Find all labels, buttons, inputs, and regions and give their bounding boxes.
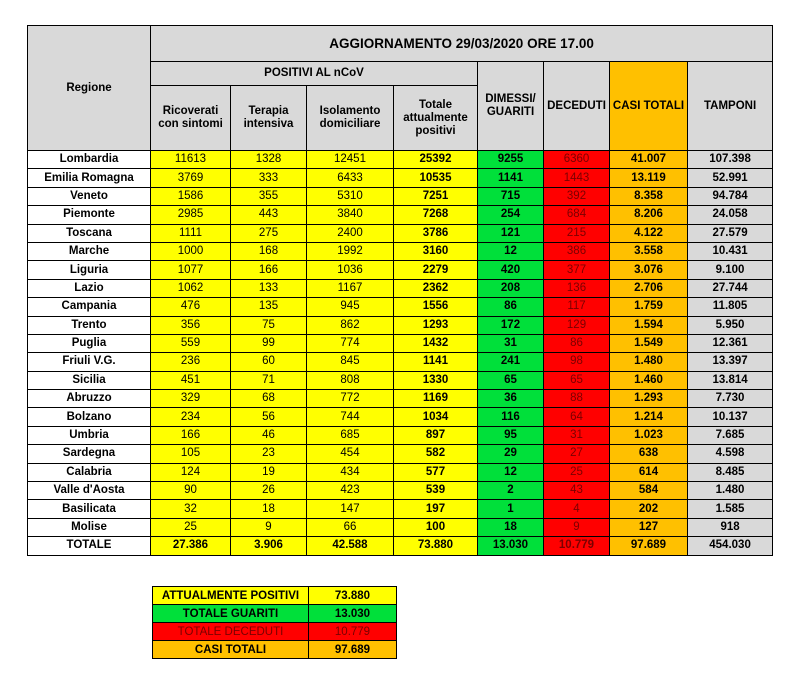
summary-value: 10.779: [309, 623, 397, 641]
cell-tamponi: 8.485: [688, 463, 773, 481]
cell-deceduti: 9: [544, 518, 610, 536]
cell-casi: 584: [610, 482, 688, 500]
cell-isolamento: 434: [307, 463, 394, 481]
cell-ricoverati: 451: [151, 371, 231, 389]
cell-guariti: 715: [478, 187, 544, 205]
cell-positivi: 7268: [394, 206, 478, 224]
summary-label: TOTALE DECEDUTI: [153, 623, 309, 641]
cell-terapia: 133: [231, 279, 307, 297]
cell-ricoverati: 234: [151, 408, 231, 426]
cell-ricoverati: 166: [151, 426, 231, 444]
cell-casi: 13.119: [610, 169, 688, 187]
cell-casi: 614: [610, 463, 688, 481]
cell-casi: 41.007: [610, 151, 688, 169]
cell-guariti: 9255: [478, 151, 544, 169]
cell-casi: 3.558: [610, 242, 688, 260]
cell-guariti: 420: [478, 261, 544, 279]
cell-guariti: 1141: [478, 169, 544, 187]
cell-tamponi: 10.137: [688, 408, 773, 426]
cell-isolamento: 12451: [307, 151, 394, 169]
cell-positivi: 100: [394, 518, 478, 536]
cell-regione: Lazio: [28, 279, 151, 297]
cell-tamponi: 13.814: [688, 371, 773, 389]
table-row: [28, 261, 773, 279]
cell-regione: Molise: [28, 518, 151, 536]
cell-guariti: 172: [478, 316, 544, 334]
summary-row: [153, 623, 397, 641]
cell-regione: Calabria: [28, 463, 151, 481]
cell-regione: Bolzano: [28, 408, 151, 426]
cell-tamponi: 24.058: [688, 206, 773, 224]
cell-deceduti: 98: [544, 353, 610, 371]
cell-isolamento: 1992: [307, 242, 394, 260]
cell-positivi: 10535: [394, 169, 478, 187]
cell-isolamento: 1036: [307, 261, 394, 279]
cell-casi: 2.706: [610, 279, 688, 297]
cell-regione: Toscana: [28, 224, 151, 242]
cell-isolamento: 6433: [307, 169, 394, 187]
cell-isolamento: 1167: [307, 279, 394, 297]
summary-label: CASI TOTALI: [153, 641, 309, 659]
summary-value: 97.689: [309, 641, 397, 659]
cell-positivi: 897: [394, 426, 478, 444]
cell-terapia: 23: [231, 445, 307, 463]
cell-isolamento: 454: [307, 445, 394, 463]
table-row: [28, 224, 773, 242]
header-isolamento: Isolamento domiciliare: [307, 86, 394, 151]
cell-tamponi: 11.805: [688, 298, 773, 316]
cell-ricoverati: 1586: [151, 187, 231, 205]
summary-row: [153, 641, 397, 659]
cell-deceduti: 86: [544, 334, 610, 352]
cell-regione: Friuli V.G.: [28, 353, 151, 371]
cell-deceduti: 1443: [544, 169, 610, 187]
cell-tamponi: 12.361: [688, 334, 773, 352]
cell-positivi: 197: [394, 500, 478, 518]
cell-regione: Basilicata: [28, 500, 151, 518]
cell-regione: Emilia Romagna: [28, 169, 151, 187]
cell-casi: 202: [610, 500, 688, 518]
cell-terapia: 75: [231, 316, 307, 334]
summary-row: [153, 587, 397, 605]
cell-isolamento: 423: [307, 482, 394, 500]
table-row: [28, 426, 773, 444]
table-row: [28, 408, 773, 426]
cell-positivi: 2279: [394, 261, 478, 279]
cell-terapia: 135: [231, 298, 307, 316]
cell-tamponi: 7.685: [688, 426, 773, 444]
cell-terapia: 166: [231, 261, 307, 279]
cell-tamponi: 27.579: [688, 224, 773, 242]
cell-casi: 8.206: [610, 206, 688, 224]
table-row: [28, 482, 773, 500]
cell-guariti: 29: [478, 445, 544, 463]
cell-terapia: 9: [231, 518, 307, 536]
cell-isolamento: 2400: [307, 224, 394, 242]
summary-row: [153, 605, 397, 623]
cell-terapia: 18: [231, 500, 307, 518]
cell-deceduti: 31: [544, 426, 610, 444]
cell-ricoverati: 1062: [151, 279, 231, 297]
cell-terapia: 355: [231, 187, 307, 205]
cell-tamponi: 1.480: [688, 482, 773, 500]
cell-regione: Veneto: [28, 187, 151, 205]
cell-positivi: 1293: [394, 316, 478, 334]
cell-terapia: 333: [231, 169, 307, 187]
cell-regione: Liguria: [28, 261, 151, 279]
cell-guariti: 1: [478, 500, 544, 518]
cell-casi: 638: [610, 445, 688, 463]
cell-isolamento: 66: [307, 518, 394, 536]
cell-ricoverati: 476: [151, 298, 231, 316]
cell-positivi: 1169: [394, 390, 478, 408]
cell-tamponi: 107.398: [688, 151, 773, 169]
cell-deceduti: 64: [544, 408, 610, 426]
cell-regione: Sardegna: [28, 445, 151, 463]
cell-regione: Umbria: [28, 426, 151, 444]
cell-casi: 1.214: [610, 408, 688, 426]
cell-positivi: 1330: [394, 371, 478, 389]
cell-guariti: 2: [478, 482, 544, 500]
cell-isolamento: 945: [307, 298, 394, 316]
cell-terapia: 26: [231, 482, 307, 500]
cell-casi: 127: [610, 518, 688, 536]
cell-isolamento: 774: [307, 334, 394, 352]
cell-positivi: 2362: [394, 279, 478, 297]
cell-isolamento: 3840: [307, 206, 394, 224]
cell-tamponi: 1.585: [688, 500, 773, 518]
total-tamponi: 454.030: [688, 537, 773, 555]
cell-deceduti: 27: [544, 445, 610, 463]
cell-regione: Piemonte: [28, 206, 151, 224]
total-guariti: 13.030: [478, 537, 544, 555]
cell-guariti: 95: [478, 426, 544, 444]
cell-ricoverati: 90: [151, 482, 231, 500]
cell-tamponi: 918: [688, 518, 773, 536]
cell-tamponi: 9.100: [688, 261, 773, 279]
cell-deceduti: 386: [544, 242, 610, 260]
cell-deceduti: 215: [544, 224, 610, 242]
summary-table: [152, 586, 397, 659]
table-row: [28, 353, 773, 371]
header-deceduti: DECEDUTI: [544, 62, 610, 151]
cell-deceduti: 684: [544, 206, 610, 224]
table-row: [28, 169, 773, 187]
cell-tamponi: 94.784: [688, 187, 773, 205]
cell-casi: 1.594: [610, 316, 688, 334]
cell-guariti: 36: [478, 390, 544, 408]
total-deceduti: 10.779: [544, 537, 610, 555]
cell-deceduti: 392: [544, 187, 610, 205]
table-row: [28, 316, 773, 334]
cell-guariti: 121: [478, 224, 544, 242]
cell-regione: Lombardia: [28, 151, 151, 169]
cell-terapia: 46: [231, 426, 307, 444]
cell-isolamento: 744: [307, 408, 394, 426]
cell-casi: 3.076: [610, 261, 688, 279]
cell-terapia: 443: [231, 206, 307, 224]
cell-regione: Abruzzo: [28, 390, 151, 408]
cell-guariti: 12: [478, 463, 544, 481]
summary-value: 13.030: [309, 605, 397, 623]
summary-value: 73.880: [309, 587, 397, 605]
header-ricoverati: Ricoverati con sintomi: [151, 86, 231, 151]
total-terapia: 3.906: [231, 537, 307, 555]
cell-terapia: 71: [231, 371, 307, 389]
cell-guariti: 116: [478, 408, 544, 426]
header-terapia: Terapia intensiva: [231, 86, 307, 151]
table-row: [28, 518, 773, 536]
cell-ricoverati: 559: [151, 334, 231, 352]
cell-tamponi: 5.950: [688, 316, 773, 334]
cell-ricoverati: 236: [151, 353, 231, 371]
cell-casi: 1.549: [610, 334, 688, 352]
cell-casi: 1.023: [610, 426, 688, 444]
header-title: AGGIORNAMENTO 29/03/2020 ORE 17.00: [151, 26, 773, 62]
cell-ricoverati: 32: [151, 500, 231, 518]
totals-row: [28, 537, 773, 555]
cell-guariti: 65: [478, 371, 544, 389]
cell-tamponi: 13.397: [688, 353, 773, 371]
cell-ricoverati: 124: [151, 463, 231, 481]
cell-casi: 1.460: [610, 371, 688, 389]
cell-ricoverati: 356: [151, 316, 231, 334]
table-row: [28, 242, 773, 260]
cell-deceduti: 6360: [544, 151, 610, 169]
cell-deceduti: 4: [544, 500, 610, 518]
cell-terapia: 275: [231, 224, 307, 242]
cell-isolamento: 147: [307, 500, 394, 518]
cell-tamponi: 4.598: [688, 445, 773, 463]
cell-terapia: 1328: [231, 151, 307, 169]
cell-ricoverati: 105: [151, 445, 231, 463]
cell-positivi: 1034: [394, 408, 478, 426]
cell-regione: Campania: [28, 298, 151, 316]
cell-positivi: 1556: [394, 298, 478, 316]
cell-deceduti: 129: [544, 316, 610, 334]
cell-tamponi: 10.431: [688, 242, 773, 260]
cell-tamponi: 27.744: [688, 279, 773, 297]
cell-guariti: 18: [478, 518, 544, 536]
cell-ricoverati: 329: [151, 390, 231, 408]
cell-ricoverati: 3769: [151, 169, 231, 187]
cell-positivi: 539: [394, 482, 478, 500]
cell-guariti: 86: [478, 298, 544, 316]
table-row: [28, 463, 773, 481]
cell-guariti: 12: [478, 242, 544, 260]
cell-isolamento: 685: [307, 426, 394, 444]
header-tamponi: TAMPONI: [688, 62, 773, 151]
total-isolamento: 42.588: [307, 537, 394, 555]
cell-terapia: 60: [231, 353, 307, 371]
header-casi-totali: CASI TOTALI: [610, 62, 688, 151]
table-row: [28, 445, 773, 463]
cell-positivi: 1141: [394, 353, 478, 371]
cell-guariti: 31: [478, 334, 544, 352]
header-regione: Regione: [28, 26, 151, 151]
cell-regione: Sicilia: [28, 371, 151, 389]
table-row: [28, 298, 773, 316]
table-row: [28, 206, 773, 224]
cell-ricoverati: 1111: [151, 224, 231, 242]
cell-casi: 1.480: [610, 353, 688, 371]
cell-deceduti: 65: [544, 371, 610, 389]
summary-label: TOTALE GUARITI: [153, 605, 309, 623]
cell-regione: Trento: [28, 316, 151, 334]
cell-isolamento: 772: [307, 390, 394, 408]
cell-positivi: 25392: [394, 151, 478, 169]
cell-positivi: 7251: [394, 187, 478, 205]
table-row: [28, 371, 773, 389]
cell-terapia: 56: [231, 408, 307, 426]
table-row: [28, 279, 773, 297]
table-row: [28, 500, 773, 518]
summary-label: ATTUALMENTE POSITIVI: [153, 587, 309, 605]
cell-casi: 1.759: [610, 298, 688, 316]
table-row: [28, 334, 773, 352]
cell-terapia: 19: [231, 463, 307, 481]
cell-deceduti: 43: [544, 482, 610, 500]
cell-terapia: 168: [231, 242, 307, 260]
cell-regione: Marche: [28, 242, 151, 260]
cell-ricoverati: 2985: [151, 206, 231, 224]
cell-positivi: 582: [394, 445, 478, 463]
cell-isolamento: 845: [307, 353, 394, 371]
cell-isolamento: 862: [307, 316, 394, 334]
cell-casi: 8.358: [610, 187, 688, 205]
cell-guariti: 208: [478, 279, 544, 297]
cell-isolamento: 5310: [307, 187, 394, 205]
cell-regione: Valle d'Aosta: [28, 482, 151, 500]
cell-terapia: 99: [231, 334, 307, 352]
cell-regione: Puglia: [28, 334, 151, 352]
total-casi: 97.689: [610, 537, 688, 555]
table-row: [28, 151, 773, 169]
cell-ricoverati: 11613: [151, 151, 231, 169]
cell-ricoverati: 1000: [151, 242, 231, 260]
cell-ricoverati: 25: [151, 518, 231, 536]
cell-isolamento: 808: [307, 371, 394, 389]
cell-tamponi: 7.730: [688, 390, 773, 408]
cell-deceduti: 25: [544, 463, 610, 481]
cell-positivi: 577: [394, 463, 478, 481]
table-row: [28, 187, 773, 205]
cell-positivi: 3160: [394, 242, 478, 260]
cell-casi: 4.122: [610, 224, 688, 242]
cell-guariti: 254: [478, 206, 544, 224]
cell-deceduti: 117: [544, 298, 610, 316]
cell-ricoverati: 1077: [151, 261, 231, 279]
covid-regions-table: [27, 25, 773, 556]
cell-deceduti: 377: [544, 261, 610, 279]
cell-guariti: 241: [478, 353, 544, 371]
cell-positivi: 3786: [394, 224, 478, 242]
cell-deceduti: 88: [544, 390, 610, 408]
cell-positivi: 1432: [394, 334, 478, 352]
total-regione: TOTALE: [28, 537, 151, 555]
cell-tamponi: 52.991: [688, 169, 773, 187]
header-positivi-group: POSITIVI AL nCoV: [151, 62, 478, 86]
header-totale-positivi: Totale attualmente positivi: [394, 86, 478, 151]
header-dimessi: DIMESSI/ GUARITI: [478, 62, 544, 151]
cell-terapia: 68: [231, 390, 307, 408]
cell-deceduti: 136: [544, 279, 610, 297]
cell-casi: 1.293: [610, 390, 688, 408]
total-ricoverati: 27.386: [151, 537, 231, 555]
table-row: [28, 390, 773, 408]
total-positivi: 73.880: [394, 537, 478, 555]
